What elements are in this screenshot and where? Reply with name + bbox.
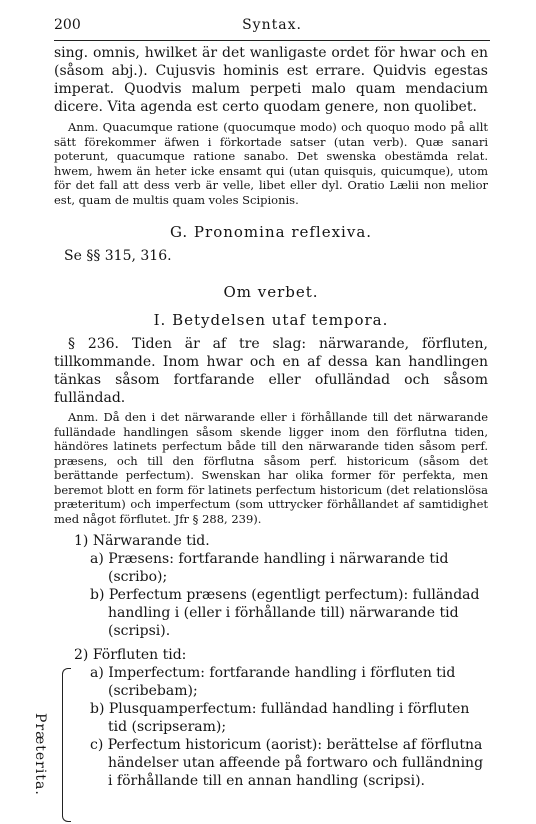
list-item-plusquamperfectum: b) Plusquamperfectum: fulländad handling i förfluten tid (scripseram);: [90, 701, 470, 735]
paragraph-236: § 236. Tiden är af tre slag: närwarande, förfluten, tillkommande. Inom hwar och en af dessa kan handlingen tänkas såsom fortfarande eller ofulländad och såsom fulländad.: [54, 336, 488, 406]
subsection-heading-tempora: I. Betydelsen utaf tempora.: [153, 311, 389, 329]
past-tense-group: [32, 664, 488, 796]
note-236: Anm. Då den i det närwarande eller i förhållande till det närwarande fulländade handlingen såsom skende ligger inom den förflutna tiden, händöres latinets perfectum både till den närwarande tiden såsom perf. præsens, och till den förflutna såsom perf. historicum (såsom det berättande perfectum). Swenskan har olika former för perfekta, men beremot blott en form för latinets perfectum historicum (det relationslösa præteritum) och imperfectum (som uttrycker förhållandet af samtidighet med något förflutet. Jfr § 288, 239).: [54, 410, 488, 526]
side-label-praeterita: Præterita.: [32, 712, 48, 796]
list-item-perfectum-historicum: c) Perfectum historicum (aorist): berättelse af förflutna händelser utan affeende på fortwaro och fulländning i förhållande till en annan handling (scripsi).: [90, 737, 484, 789]
section-heading-verbet: Om verbet.: [223, 283, 319, 301]
header-rule: [54, 40, 490, 41]
running-title: Syntax.: [242, 17, 302, 33]
paragraph-omnis: sing. omnis, hwilket är det wanligaste ordet för hwar och en (såsom abj.). Cujusvis hominis est errare. Quidvis egestas imperat. Quodvis malum perpeti malo quam mendacium dicere. Vita agenda est certo quodam genere, non quolibet.: [54, 45, 488, 115]
page-body: [32, 44, 488, 796]
list-item-imperfectum: a) Imperfectum: fortfarande handling i förfluten tid (scribebam);: [90, 665, 456, 699]
page-header: [54, 17, 490, 37]
grouping-brace: [62, 668, 71, 822]
cross-reference: Se §§ 315, 316.: [64, 248, 172, 264]
list-title-past: 2) Förfluten tid:: [74, 647, 187, 663]
section-heading-pronomina: G. Pronomina reflexiva.: [169, 223, 373, 241]
list-title-present: 1) Närwarande tid.: [74, 533, 210, 549]
page-number: 200: [54, 17, 81, 33]
note-quacumque: Anm. Quacumque ratione (quocumque modo) och quoquo modo på allt sätt förekommer äfwen i förkortade satser (utan verb). Quæ sanari poterunt, quacumque ratione sanabo. Det swenska obestämda relat. hwem, hwem än heter icke ensamt qui (utan quisquis, quicumque), utom för det fall att dess verb är velle, libet eller dyl. Oratio Lælii non melior est, quam de multis quam voles Scipionis.: [54, 120, 488, 207]
list-item-praesens: a) Præsens: fortfarande handling i närwarande tid (scribo);: [90, 551, 449, 585]
list-item-perfectum-praesens: b) Perfectum præsens (egentligt perfectum): fulländad handling i (eller i förhållande till) närwarande tid (scripsi).: [90, 587, 480, 639]
